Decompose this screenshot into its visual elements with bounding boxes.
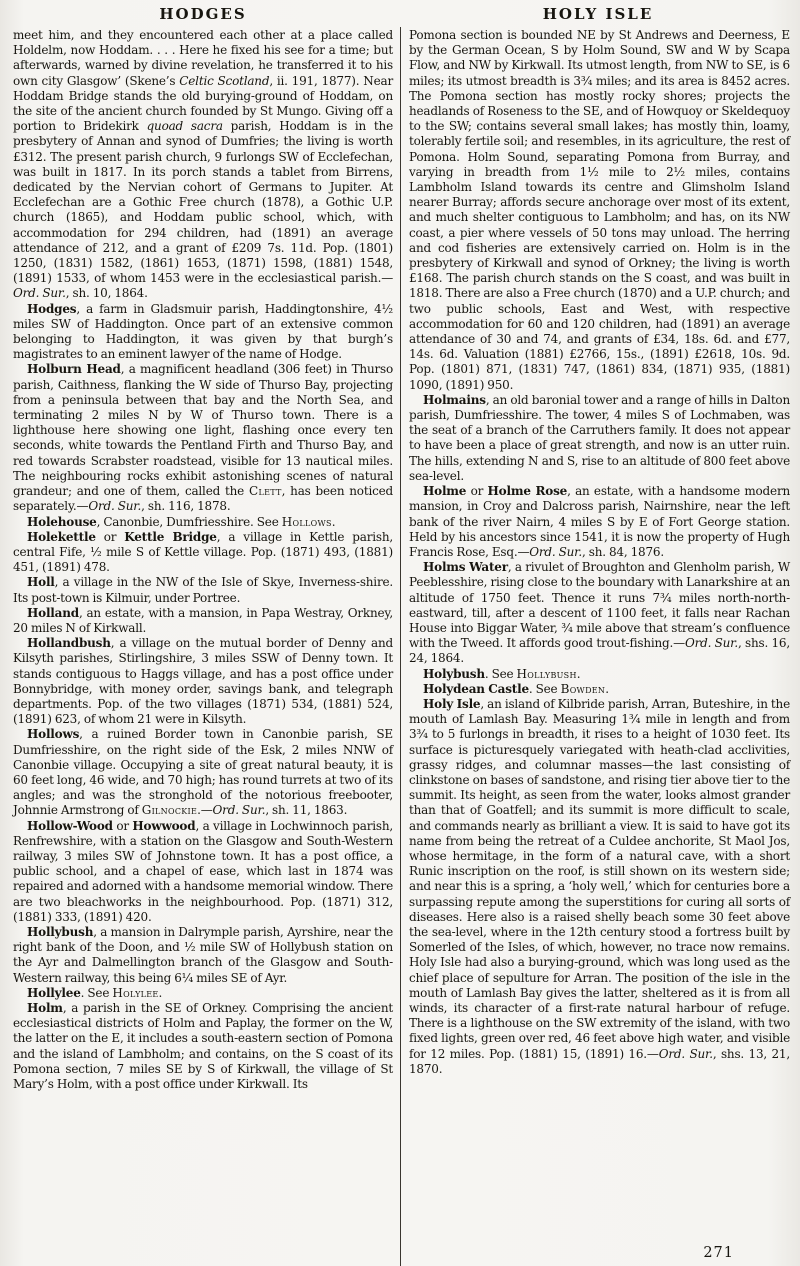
entry-text: , a rivulet of Broughton and Glenholm parish, W Peeblesshire, rising close to the boundary with Lanarkshire at an altitude of 1750 feet. Thence it runs 7¾ miles north-north-eastward, till, after a descent of 1100 feet, it falls near Rachan House into Biggar Water, ¾ mile above that stream’s confluence with the Tweed. It affords good trout-fishing.— <box>409 560 790 651</box>
entry-text: Ord. Sur. <box>529 544 583 559</box>
entry-text: Hollybush <box>516 666 577 681</box>
entry-paragraph <box>409 484 790 560</box>
entry-text: meet him, and they encountered each other at a place called Holdelm, now Hoddam. . . . Here he fixed his see for a time; but afterwards, warned by divine revelation, he transferred it to his own city Glasgow’ (Skene’s <box>13 28 393 88</box>
entry-term: Holland <box>27 605 79 620</box>
entry-text: , a ruined Border town in Canonbie parish, SE Dumfriesshire, on the right side of the Esk, 2 miles NNW of Canonbie village. Occupying a site of great natural beauty, it is 60 feet long, 46 wide, and 70 high; has round turrets at two of its angles; and was the stronghold of the notorious freebooter, Johnnie Armstrong of <box>13 727 393 818</box>
entry-term: Holybush <box>423 666 485 681</box>
entry-text: , a magnificent headland (306 feet) in Thurso parish, Caithness, flanking the W side of Thurso Bay, projecting from a peninsula between that bay and the North Sea, and terminating 2 miles N by W of Thurso town. There is a lighthouse here showing one light, flashing once every ten seconds, white towards the Pentland Firth and Thurso Bay, and red towards Scrabster roadstead, visible for 13 nautical miles. The neighbouring rocks exhibit astonishing scenes of natural grandeur; and one of them, called the <box>13 362 393 499</box>
entry-text: . <box>158 985 163 1000</box>
entry-text: quoad sacra <box>146 119 223 134</box>
entry-paragraph <box>13 925 393 986</box>
entry-paragraph <box>13 986 393 1001</box>
entry-text: , a mansion in Dalrymple parish, Ayrshire, near the right bank of the Doon, and ½ mile SW of Hollybush station on the Ayr and Dalmellington branch of the Glasgow and South-Western railway, this being 6¼ miles SE of Ayr. <box>13 924 393 985</box>
entry-text: . <box>605 681 609 696</box>
entry-term: Kettle Bridge <box>124 529 217 544</box>
entry-text: , shs. 13, 21, 1870. <box>409 1046 790 1076</box>
entry-term: Holms Water <box>423 560 508 575</box>
entry-text: , a village in Kettle parish, central Fife, ½ mile S of Kettle village. Pop. (1871) 493, (1881) 451, (1891) 478. <box>13 529 393 575</box>
left-column <box>13 28 393 1092</box>
entry-text: Ord. Sur. <box>13 286 66 301</box>
entry-text: . See <box>80 985 113 1000</box>
entry-text: , a farm in Gladsmuir parish, Haddingtonshire, 4½ miles SW of Haddington. Once part of an extensive common belonging to Haddington, it was given by that burgh’s magistrates to an eminent lawyer of the name of Hodge. <box>13 301 393 362</box>
page-number: 271 <box>703 1245 734 1261</box>
entry-text: Celtic Scotland <box>179 73 270 88</box>
entry-paragraph <box>13 819 393 925</box>
entry-paragraph <box>13 362 393 514</box>
entry-paragraph <box>409 393 790 484</box>
entry-term: Holekettle <box>27 529 96 544</box>
entry-text: or <box>95 529 125 544</box>
entry-text: , an estate, with a mansion, in Papa Westray, Orkney, 20 miles N of Kirkwall. <box>13 605 393 635</box>
entry-text: , sh. 84, 1876. <box>582 544 664 559</box>
entry-text: , an estate, with a handsome modern mansion, in Croy and Dalcross parish, Nairnshire, near the left bank of the river Nairn, 4 miles S by E of Fort George station. Held by his ancestors since 1541, it is now the property of Hugh Francis Rose, Esq.— <box>409 484 791 559</box>
entry-term: Howwood <box>132 818 196 833</box>
entry-paragraph <box>13 28 393 302</box>
entry-term: Holy Isle <box>423 696 481 711</box>
entry-text: , ii. 191, 1877). Near Hoddam Bridge stands the old burying-ground of Hoddam, on the site of the ancient church founded by St Mungo. Giving off a portion to Bridekirk <box>13 73 393 134</box>
entry-text: , a village in the NW of the Isle of Skye, Inverness-shire. Its post-town is Kilmuir, under Portree. <box>13 575 393 605</box>
entry-paragraph <box>409 560 790 666</box>
entry-text: or <box>466 484 488 499</box>
entry-term: Holydean Castle <box>423 681 529 696</box>
running-head-right: HOLY ISLE <box>542 5 654 23</box>
entry-paragraph <box>13 530 393 576</box>
entry-text: . See <box>528 681 561 696</box>
entry-term: Holehouse <box>27 514 97 529</box>
entry-text: .— <box>197 803 213 818</box>
entry-term: Hollows <box>27 727 80 742</box>
entry-text: . <box>576 666 581 681</box>
entry-paragraph <box>13 515 393 530</box>
entry-text: Gilnockie <box>141 803 198 818</box>
entry-paragraph <box>409 667 790 682</box>
entry-term: Hollylee <box>27 985 81 1000</box>
entry-paragraph <box>409 682 790 697</box>
entry-text: parish, Hoddam is in the presbytery of Annan and synod of Dumfries; the living is worth £312. The present parish church, 9 furlongs SW of Ecclefechan, was built in 1817. In its porch stands a tablet from Birrens, dedicated by the Nervian cohort of Germans to Jupiter. At Ecclefechan are a Gothic Free church (1878), a Gothic U.P. church (1865), and Hoddam public school, which, with accommodation for 294 children, had (1891) an average attendance of 212, and a grant of £209 7s. 11d. Pop. (1801) 1250, (1831) 1582, (1861) 1653, (1871) 1598, (1881) 1548, (1891) 1533, of whom 1453 were in the ecclesiastical parish.— <box>13 119 393 286</box>
entry-text: Ord. Sur. <box>212 803 266 818</box>
entry-term: Holm <box>27 1001 63 1015</box>
entry-text: Clett <box>248 484 282 499</box>
entry-text: Holylee <box>112 985 159 1000</box>
entry-text: , shs. 16, 24, 1864. <box>409 636 790 666</box>
entry-paragraph <box>13 1001 393 1092</box>
entry-term: Hollybush <box>27 924 94 939</box>
entry-text: , a village in Lochwinnoch parish, Renfrewshire, with a station on the Glasgow and South-Western railway, 3 miles SW of Johnstone town. It has a post office, a public school, and a chapel of ease, which last in 1874 was repaired and adorned with a handsome memorial window. There are two bleachworks in the neighbourhood. Pop. (1871) 312, (1881) 333, (1891) 420. <box>13 818 393 924</box>
entry-term: Holburn Head <box>27 362 121 377</box>
column-divider-rule <box>400 27 401 1266</box>
entry-term: Hollow-Wood <box>27 818 113 833</box>
entry-paragraph <box>13 636 393 727</box>
entry-text: . See <box>484 666 517 681</box>
entry-text: Ord. Sur. <box>658 1046 713 1061</box>
entry-paragraph <box>13 302 393 363</box>
entry-term: Hodges <box>27 301 77 316</box>
entry-term: Hollandbush <box>27 636 111 651</box>
entry-text: Ord. Sur. <box>684 636 738 651</box>
entry-text: or <box>112 818 133 833</box>
entry-paragraph <box>409 697 790 1077</box>
entry-term: Holme Rose <box>487 484 568 499</box>
running-head-left: HODGES <box>159 5 247 23</box>
entry-text: , a village on the mutual border of Denny and Kilsyth parishes, Stirlingshire, 3 miles SSW of Denny town. It stands contiguous to Haggs village, and has a post office under Bonnybridge, with money order, savings bank, and telegraph departments. Pop. of the two villages (1871) 534, (1881) 524, (1891) 623, of whom 21 were in Kilsyth. <box>13 636 393 727</box>
entry-text: , has been noticed separately.— <box>13 484 393 514</box>
entry-text: , sh. 10, 1864. <box>65 286 148 301</box>
entry-text: Bowden <box>560 681 606 696</box>
entry-text: Pomona section is bounded NE by St Andrews and Deerness, E by the German Ocean, S by Holm Sound, SW and W by Scapa Flow, and NW by Kirkwall. Its utmost length, from NW to SE, is 6 miles; its utmost breadth is 3¾ miles; and its area is 8452 acres. The Pomona section has mostly rocky shores; projects the headlands of Roseness to the SE, and of Howquoy or Skeldequoy to the SW; contains several small lakes; has mostly thin, loamy, tolerably fertile soil; and resembles, in its agriculture, the rest of Pomona. Holm Sound, separating Pomona from Burray, and varying in breadth from 1½ mile to 2½ miles, contains Lambholm Island towards its centre and Glimsholm Island nearer Burray; affords secure anchorage over most of its extent, and much shelter contiguous to Lambholm; and has, on its NW coast, a pier where vessels of 50 tons may unload. The herring and cod fisheries are extensively carried on. Holm is in the presbytery of Kirkwall and synod of Orkney; the living is worth £168. The parish church stands on the S coast, and was built in 1818. There are also a Free church (1870) and a U.P. church; and two public schools, East and West, with respective accommodation for 60 and 120 children, had (1891) an average attendance of 30 and 74, and grants of £34, 18s. 6d. and £77, 14s. 6d. Valuation (1881) £2766, 15s., (1891) £2618, 10s. 9d. Pop. (1801) 871, (1831) 747, (1861) 834, (1871) 935, (1881) 1090, (1891) 950. <box>409 28 790 392</box>
entry-text: , an old baronial tower and a range of hills in Dalton parish, Dumfriesshire. The tower, 4 miles S of Lochmaben, was the seat of a branch of the Carruthers family. It does not appear to have been a place of great strength, and now is an utter ruin. The hills, extending N and S, rise to an altitude of 800 feet above sea-level. <box>409 392 790 483</box>
entry-term: Holmains <box>423 392 486 407</box>
entry-text: , Canonbie, Dumfriesshire. See <box>96 514 282 529</box>
right-column <box>409 28 790 1077</box>
entry-paragraph <box>13 606 393 636</box>
entry-term: Holme <box>423 484 467 499</box>
entry-text: , an island of Kilbride parish, Arran, Buteshire, in the mouth of Lamlash Bay. Measuring 1¾ mile in length and from 3¾ to 5 furlongs in breadth, it rises to a height of 1030 feet. Its surface is picturesquely variegated with heath-clad acclivities, grassy ridges, and columnar masses—the last consisting of clinkstone on bases of sandstone, and rising tier above tier to the summit. Its height, as seen from the water, looks almost grander than that of Goatfell; and its summit is more difficult to scale, and commands nearly as brilliant a view. It is said to have got its name from being the retreat of a Culdee anchorite, St Maol Jos, whose hermitage, in the form of a natural cave, with a short Runic inscription on the roof, is still shown on its western side; and near this is a spring, a ‘holy well,’ which for centuries bore a surpassing repute among the superstitions for curing all sorts of diseases. Here also is a raised shelly beach some 30 feet above the sea-level, where in the 12th century stood a fortress built by Somerled of the Isles, of which, however, no trace now remains. Holy Isle had also a burying-ground, which was long used as the chief place of sepulture for Arran. The position of the isle in the mouth of Lamlash Bay gives the latter, sheltered as it is from all winds, its character of a first-rate natural harbour of refuge. There is a lighthouse on the SW extremity of the island, with two fixed lights, green over red, 46 feet above high water, and visible for 12 miles. Pop. (1881) 15, (1891) 16.— <box>409 696 790 1061</box>
entry-paragraph <box>409 28 790 393</box>
entry-term: Holl <box>27 575 55 590</box>
entry-paragraph <box>13 727 393 818</box>
entry-text: , a parish in the SE of Orkney. Comprising the ancient ecclesiastical districts of Holm and Paplay, the former on the W, the latter on the E, it includes a south-eastern section of Pomona and the island of Lambholm; and contains, on the S coast of its Pomona section, 7 miles SE by S of Kirkwall, the village of St Mary’s Holm, with a post office under Kirkwall. Its <box>13 1001 393 1092</box>
entry-text: Ord. Sur. <box>88 499 142 514</box>
entry-text: , sh. 11, 1863. <box>265 803 348 818</box>
entry-paragraph <box>13 575 393 605</box>
entry-text: , sh. 116, 1878. <box>141 499 231 514</box>
entry-text: Hollows <box>281 514 332 529</box>
entry-text: . <box>331 514 336 529</box>
